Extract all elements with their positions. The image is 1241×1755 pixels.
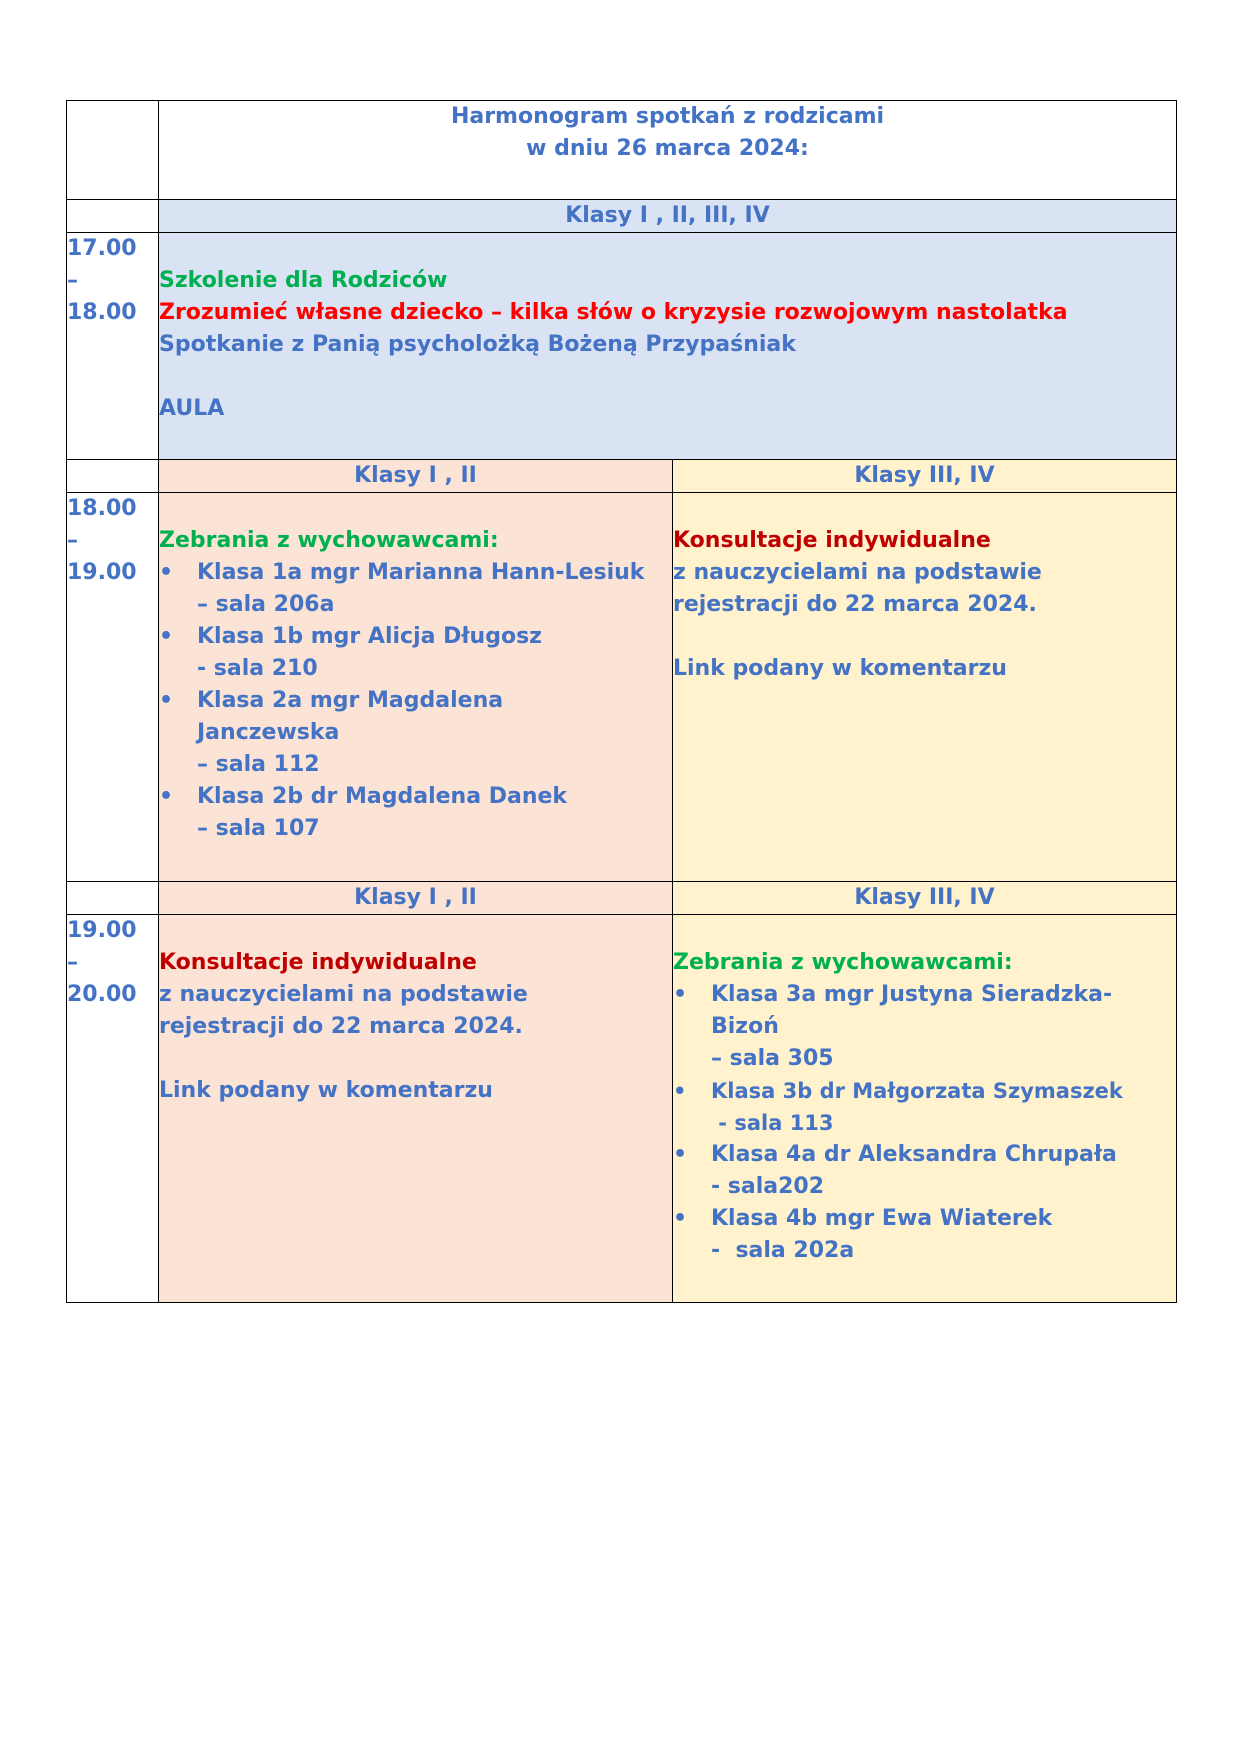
list-item [673,1203,1176,1267]
slot3-header-row [67,882,1177,915]
page-title [159,101,1177,200]
slot1-content [159,233,1177,460]
room-number: – sala 206a [197,592,335,617]
slot1-topic: Zrozumieć własne dziecko – kilka słów o kryzysie rozwojowym nastolatka [159,300,1068,325]
slot2-right-heading: Konsultacje indywidualne [673,528,991,553]
teacher-name: Klasa 1b mgr Alicja Długosz [197,624,542,649]
room-number: - sala 210 [197,656,318,681]
teacher-name: Klasa 4b mgr Ewa Wiaterek [711,1206,1053,1231]
slot3-right-classes: Klasy III, IV [673,882,1177,915]
slot1-classes: Klasy I , II, III, IV [159,200,1177,233]
title-line-2: w dniu 26 marca 2024: [526,136,809,161]
slot1-speaker: Spotkanie z Panią psycholożką Bożeną Przypaśniak [159,332,796,357]
slot3-left-line1: z nauczycielami na podstawie [159,982,528,1007]
slot2-time-dash: – [67,528,78,553]
list-item [159,781,672,845]
teacher-name: Klasa 2a mgr Magdalena Janczewska [197,688,504,745]
teacher-name: Klasa 3a mgr Justyna Sieradzka-Bizoń [711,982,1113,1039]
slot2-right-classes: Klasy III, IV [673,460,1177,493]
slot3-time-dash: – [67,950,78,975]
slot1-time [67,233,159,460]
slot1-time-end: 18.00 [67,300,137,325]
slot3-teacher-list [673,979,1176,1267]
list-item [159,557,672,621]
slot2-left-classes: Klasy I , II [159,460,673,493]
slot2-right-content [673,493,1177,882]
teacher-name: Klasa 3b dr Małgorzata Szymaszek [711,1079,1123,1103]
slot2-right-line2: rejestracji do 22 marca 2024. [673,592,1037,617]
slot3-left-link: Link podany w komentarzu [159,1078,493,1103]
slot2-teacher-list [159,557,672,845]
slot3-left-classes: Klasy I , II [159,882,673,915]
slot2-left-heading: Zebrania z wychowawcami: [159,528,499,553]
list-item [673,979,1176,1075]
slot2-time-start: 18.00 [67,496,137,521]
slot2-right-line1: z nauczycielami na podstawie [673,560,1042,585]
slot3-time [67,915,159,1303]
slot1-place: AULA [159,396,225,421]
teacher-name: Klasa 1a mgr Marianna Hann-Lesiuk [197,560,645,585]
slot2-right-link: Link podany w komentarzu [673,656,1007,681]
room-number: - sala 202a [711,1238,855,1263]
list-item [673,1075,1176,1139]
teacher-name: Klasa 4a dr Aleksandra Chrupała [711,1142,1117,1167]
slot2-header-time-cell [67,460,159,493]
slot3-row [67,915,1177,1303]
list-item [159,621,672,685]
room-number: – sala 107 [197,816,320,841]
slot1-time-start: 17.00 [67,236,137,261]
title-line-1: Harmonogram spotkań z rodzicami [450,104,885,129]
slot3-right-heading: Zebrania z wychowawcami: [673,950,1013,975]
room-number: – sala 112 [197,752,320,777]
slot3-left-line2: rejestracji do 22 marca 2024. [159,1014,523,1039]
slot2-header-row [67,460,1177,493]
slot1-time-dash: – [67,268,78,293]
slot1-header-time-cell [67,200,159,233]
slot2-time [67,493,159,882]
teacher-name: Klasa 2b dr Magdalena Danek [197,784,568,809]
slot2-row [67,493,1177,882]
slot2-left-content [159,493,673,882]
schedule-table [66,100,1177,1303]
room-number: - sala202 [711,1174,825,1199]
list-item [673,1139,1176,1203]
slot3-left-heading: Konsultacje indywidualne [159,950,477,975]
slot3-right-content [673,915,1177,1303]
slot1-heading: Szkolenie dla Rodziców [159,268,448,293]
room-number: - sala 113 [711,1111,834,1135]
title-time-cell [67,101,159,200]
slot3-time-end: 20.00 [67,982,137,1007]
slot3-left-content [159,915,673,1303]
slot1-header-row [67,200,1177,233]
room-number: – sala 305 [711,1046,834,1071]
slot3-time-start: 19.00 [67,918,137,943]
slot3-header-time-cell [67,882,159,915]
title-row [67,101,1177,200]
slot1-row [67,233,1177,460]
slot2-time-end: 19.00 [67,560,137,585]
list-item [159,685,672,781]
